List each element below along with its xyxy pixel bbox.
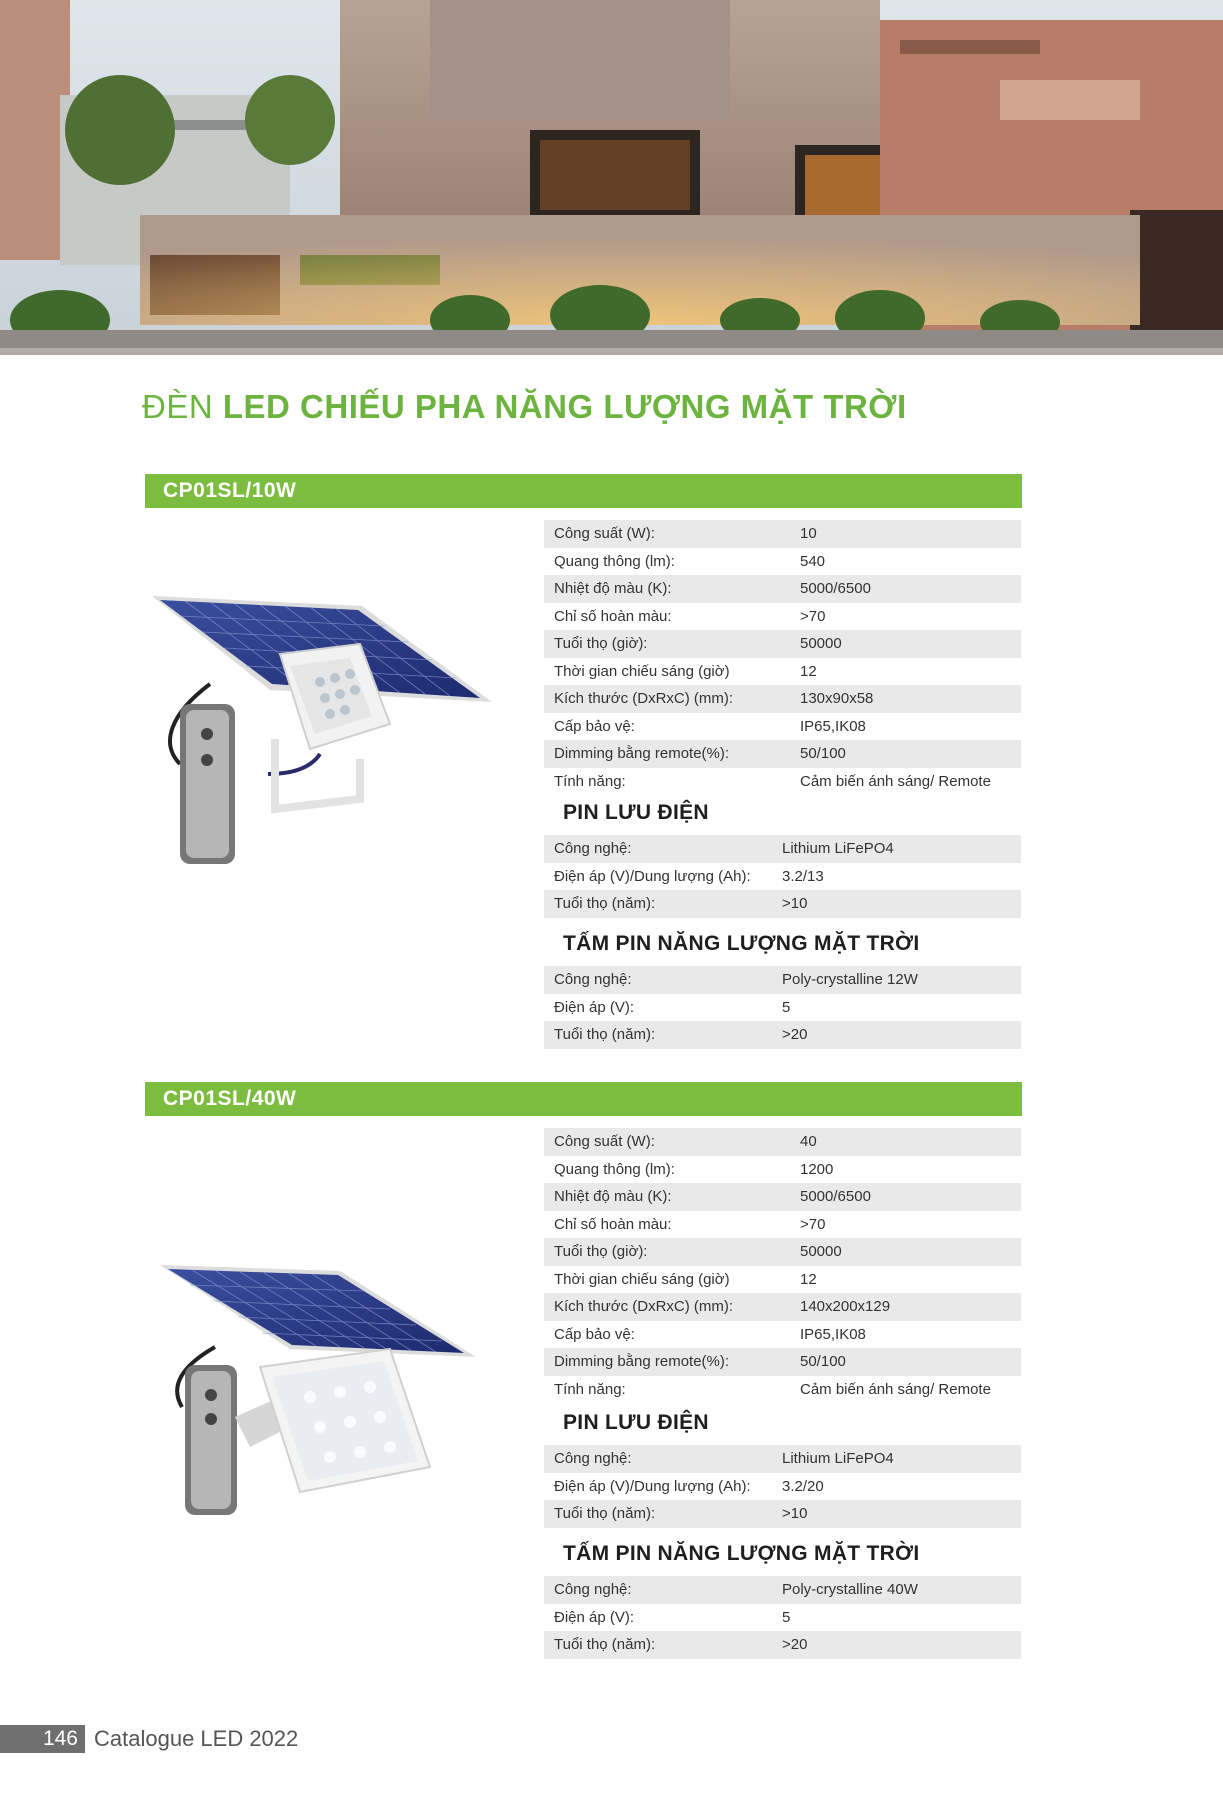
spec-row <box>544 835 1021 863</box>
spec-row <box>544 520 1021 548</box>
spec-label: Nhiệt độ màu (K): <box>554 580 672 597</box>
spec-label: Điện áp (V)/Dung lượng (Ah): <box>554 1477 751 1495</box>
spec-label: Nhiệt độ màu (K): <box>554 1188 672 1205</box>
page-number: 146 <box>0 1725 85 1753</box>
spec-value: 10 <box>800 525 817 542</box>
page-title <box>142 388 907 426</box>
spec-table <box>544 520 1021 795</box>
battery-title: PIN LƯU ĐIỆN <box>563 801 709 824</box>
spec-label: Công nghệ: <box>554 1450 632 1467</box>
spec-value: Cảm biến ánh sáng/ Remote <box>800 1380 991 1398</box>
spec-row <box>544 863 1021 891</box>
spec-row <box>544 966 1021 994</box>
spec-value: Lithium LiFePO4 <box>782 1450 894 1467</box>
spec-value: >20 <box>782 1636 808 1653</box>
spec-label: Dimming bằng remote(%): <box>554 745 730 762</box>
spec-row <box>544 1376 1021 1404</box>
spec-row <box>544 1576 1021 1604</box>
spec-row <box>544 1445 1021 1473</box>
solar-flood-light-small-icon <box>140 574 510 894</box>
spec-value: 1200 <box>800 1160 834 1178</box>
spec-row <box>544 1500 1021 1528</box>
spec-value: 50/100 <box>800 1353 846 1370</box>
spec-value: IP65,IK08 <box>800 717 866 735</box>
spec-value: >10 <box>782 1505 808 1522</box>
spec-label: Thời gian chiếu sáng (giờ) <box>554 1270 730 1288</box>
solar-panel-table <box>544 966 1021 1049</box>
spec-label: Cấp bảo vệ: <box>554 1325 635 1343</box>
product-section <box>0 1082 1223 1662</box>
spec-row <box>544 1128 1021 1156</box>
spec-row <box>544 1631 1021 1659</box>
spec-value: 3.2/20 <box>782 1477 824 1495</box>
spec-value: 5000/6500 <box>800 580 871 597</box>
spec-label: Tuổi thọ (năm): <box>554 1505 656 1522</box>
spec-row <box>544 630 1021 658</box>
spec-label: Quang thông (lm): <box>554 552 675 570</box>
product-section <box>0 474 1223 1054</box>
spec-value: 50/100 <box>800 745 846 762</box>
spec-label: Điện áp (V): <box>554 998 635 1016</box>
spec-label: Tuổi thọ (năm): <box>554 1636 656 1653</box>
spec-value: Cảm biến ánh sáng/ Remote <box>800 772 991 790</box>
spec-table <box>544 1128 1021 1403</box>
spec-row <box>544 768 1021 796</box>
spec-label: Tính năng: <box>554 772 626 790</box>
spec-label: Công suất (W): <box>554 1133 655 1150</box>
spec-label: Chỉ số hoàn màu: <box>554 1215 672 1233</box>
spec-value: 3.2/13 <box>782 867 824 885</box>
spec-label: Kích thước (DxRxC) (mm): <box>554 690 734 707</box>
page-title-light: ĐÈN <box>142 388 214 425</box>
spec-label: Tuổi thọ (năm): <box>554 895 656 912</box>
product-image <box>140 574 510 894</box>
spec-label: Chỉ số hoàn màu: <box>554 607 672 625</box>
spec-row <box>544 1211 1021 1239</box>
spec-row <box>544 1293 1021 1321</box>
catalog-name: Catalogue LED 2022 <box>94 1726 299 1751</box>
spec-row <box>544 1266 1021 1294</box>
spec-row <box>544 1348 1021 1376</box>
spec-value: Poly-crystalline 12W <box>782 971 918 988</box>
spec-label: Công suất (W): <box>554 525 655 542</box>
spec-value: 130x90x58 <box>800 690 874 707</box>
spec-value: 5000/6500 <box>800 1188 871 1205</box>
spec-value: Lithium LiFePO4 <box>782 840 894 857</box>
spec-label: Điện áp (V)/Dung lượng (Ah): <box>554 867 751 885</box>
spec-value: 140x200x129 <box>800 1298 891 1315</box>
page-footer <box>0 1725 400 1753</box>
spec-label: Tuổi thọ (giờ): <box>554 1243 648 1260</box>
spec-row <box>544 548 1021 576</box>
spec-value: 5 <box>782 998 791 1016</box>
product-header-bar <box>145 1082 1022 1116</box>
spec-row <box>544 603 1021 631</box>
spec-label: Cấp bảo vệ: <box>554 717 635 735</box>
spec-label: Tuổi thọ (giờ): <box>554 635 648 652</box>
spec-label: Điện áp (V): <box>554 1608 635 1626</box>
spec-row <box>544 740 1021 768</box>
spec-label: Thời gian chiếu sáng (giờ) <box>554 662 730 680</box>
spec-value: >20 <box>782 1026 808 1043</box>
spec-row <box>544 1183 1021 1211</box>
spec-row <box>544 1321 1021 1349</box>
spec-row <box>544 1604 1021 1632</box>
spec-row <box>544 713 1021 741</box>
spec-label: Quang thông (lm): <box>554 1160 675 1178</box>
solar-flood-light-large-icon <box>140 1257 510 1577</box>
solar-panel-title: TẤM PIN NĂNG LƯỢNG MẶT TRỜI <box>563 932 920 955</box>
spec-row <box>544 1238 1021 1266</box>
product-header-bar <box>145 474 1022 508</box>
spec-row <box>544 1021 1021 1049</box>
spec-label: Tuổi thọ (năm): <box>554 1026 656 1043</box>
spec-label: Kích thước (DxRxC) (mm): <box>554 1298 734 1315</box>
spec-value: 12 <box>800 662 817 680</box>
page-title-bold: LED CHIẾU PHA NĂNG LƯỢNG MẶT TRỜI <box>222 388 907 425</box>
spec-row <box>544 994 1021 1022</box>
spec-row <box>544 575 1021 603</box>
hero-photo <box>0 0 1223 355</box>
spec-value: IP65,IK08 <box>800 1325 866 1343</box>
battery-title: PIN LƯU ĐIỆN <box>563 1411 709 1434</box>
solar-panel-table <box>544 1576 1021 1659</box>
spec-value: >70 <box>800 607 826 625</box>
product-code: CP01SL/40W <box>163 1087 297 1110</box>
spec-row <box>544 1473 1021 1501</box>
spec-value: 12 <box>800 1270 817 1288</box>
spec-row <box>544 658 1021 686</box>
spec-label: Công nghệ: <box>554 971 632 988</box>
spec-label: Công nghệ: <box>554 1581 632 1598</box>
spec-row <box>544 685 1021 713</box>
solar-panel-title: TẤM PIN NĂNG LƯỢNG MẶT TRỜI <box>563 1542 920 1565</box>
spec-value: 50000 <box>800 1243 842 1260</box>
spec-label: Tính năng: <box>554 1380 626 1398</box>
battery-table <box>544 1445 1021 1528</box>
spec-value: >70 <box>800 1215 826 1233</box>
battery-table <box>544 835 1021 918</box>
spec-value: Poly-crystalline 40W <box>782 1581 918 1598</box>
spec-value: 5 <box>782 1608 791 1626</box>
product-code: CP01SL/10W <box>163 479 297 502</box>
spec-value: 50000 <box>800 635 842 652</box>
product-image <box>140 1257 510 1577</box>
spec-label: Dimming bằng remote(%): <box>554 1353 730 1370</box>
modern-house-photo <box>0 0 1223 355</box>
spec-value: >10 <box>782 895 808 912</box>
spec-label: Công nghệ: <box>554 840 632 857</box>
spec-value: 40 <box>800 1133 817 1150</box>
spec-row <box>544 1156 1021 1184</box>
spec-row <box>544 890 1021 918</box>
spec-value: 540 <box>800 552 826 570</box>
